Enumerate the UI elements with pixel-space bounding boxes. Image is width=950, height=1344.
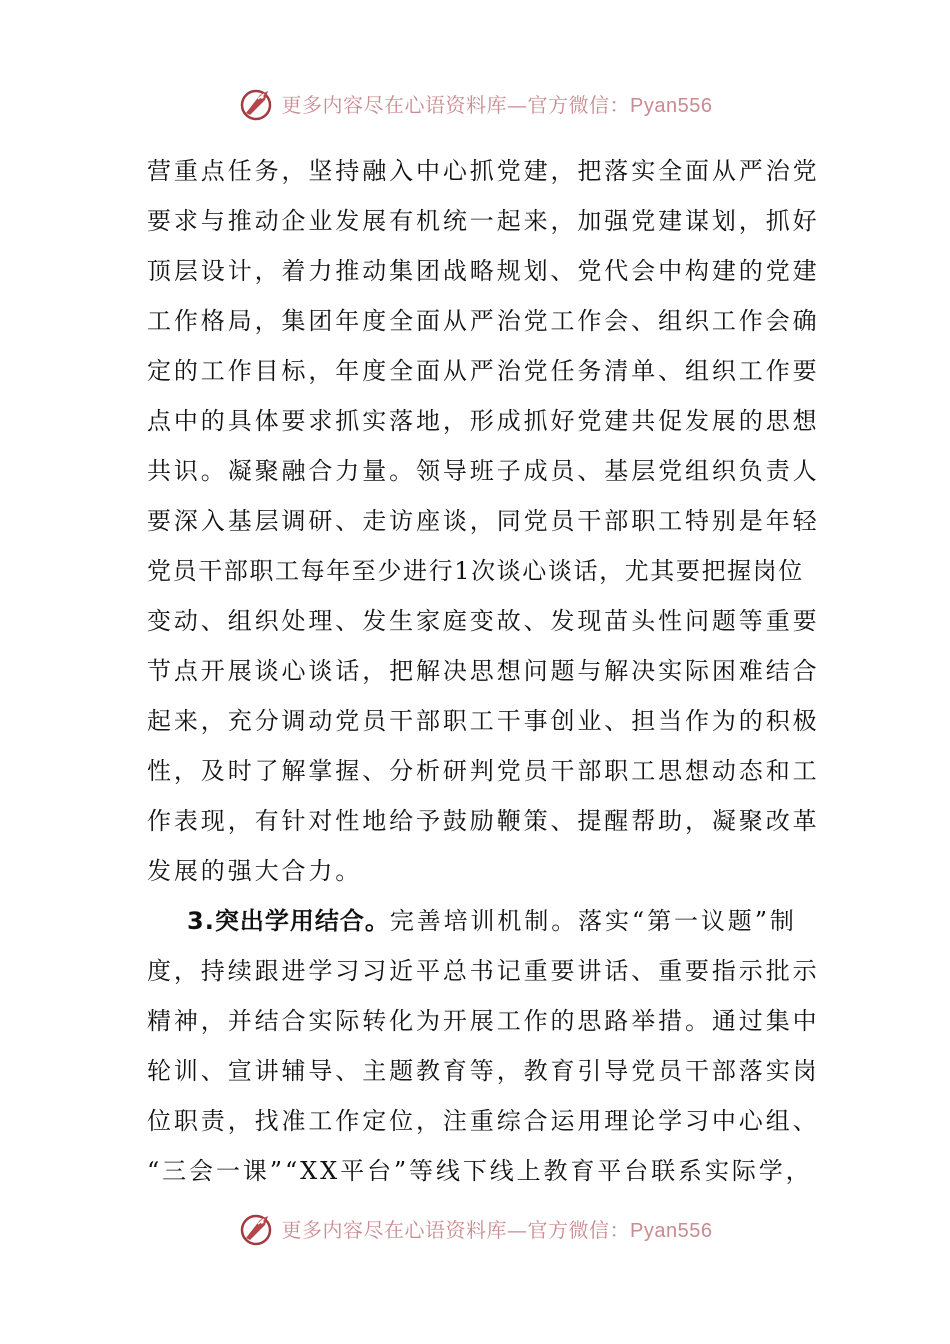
- text-line: 点中的具体要求抓实落地，形成抓好党建共促发展的思想: [147, 407, 820, 435]
- text-line: 发展的强大合力。: [147, 857, 363, 885]
- watermark-label: 更多内容尽在心语资料库—官方微信：: [281, 92, 631, 117]
- pen-nib-logo-icon: [238, 83, 278, 123]
- text-line: 起来，充分调动党员干部职工干事创业、担当作为的积极: [147, 707, 820, 735]
- watermark-label: 更多内容尽在心语资料库—官方微信：: [281, 1217, 631, 1242]
- text-line: 工作格局，集团年度全面从严治党工作会、组织工作会确: [147, 307, 820, 335]
- paragraph-1: [147, 146, 837, 896]
- paragraph-2: [147, 896, 837, 1196]
- text-line-with-heading: [147, 896, 837, 946]
- text-line: 要深入基层调研、走访座谈，同党员干部职工特别是年轻: [147, 507, 820, 535]
- section-heading: 3.突出学用结合。: [187, 907, 390, 935]
- pen-nib-logo-icon: [238, 1208, 278, 1248]
- header-watermark-banner: [0, 83, 950, 123]
- text-line: “三会一课”“XX平台”等线下线上教育平台联系实际学，: [147, 1157, 813, 1185]
- text-line: 位职责，找准工作定位，注重综合运用理论学习中心组、: [147, 1107, 820, 1135]
- text-line-rest: 完善培训机制。落实“第一议题”制: [389, 907, 797, 935]
- text-line: 营重点任务，坚持融入中心抓党建，把落实全面从严治党: [147, 157, 820, 185]
- text-line: 节点开展谈心谈话，把解决思想问题与解决实际困难结合: [147, 657, 820, 685]
- text-line: 性，及时了解掌握、分析研判党员干部职工思想动态和工: [147, 757, 820, 785]
- wechat-id: Pyan556: [630, 1219, 713, 1242]
- text-line: 精神，并结合实际转化为开展工作的思路举措。通过集中: [147, 1007, 820, 1035]
- text-line: 轮训、宣讲辅导、主题教育等，教育引导党员干部落实岗: [147, 1057, 820, 1085]
- text-line: 顶层设计，着力推动集团战略规划、党代会中构建的党建: [147, 257, 820, 285]
- text-line: 共识。凝聚融合力量。领导班子成员、基层党组织负责人: [147, 457, 820, 485]
- text-line: 要求与推动企业发展有机统一起来，加强党建谋划，抓好: [147, 207, 820, 235]
- text-line: 定的工作目标，年度全面从严治党任务清单、组织工作要: [147, 357, 820, 385]
- wechat-id: Pyan556: [630, 94, 713, 117]
- text-line: 党员干部职工每年至少进行1次谈心谈话，尤其要把握岗位: [147, 557, 804, 585]
- watermark-text: [282, 89, 713, 118]
- text-line: 变动、组织处理、发生家庭变故、发现苗头性问题等重要: [147, 607, 820, 635]
- text-line: 作表现，有针对性地给予鼓励鞭策、提醒帮助，凝聚改革: [147, 807, 820, 835]
- footer-watermark-banner: [0, 1208, 950, 1248]
- text-line: 度，持续跟进学习习近平总书记重要讲话、重要指示批示: [147, 957, 820, 985]
- watermark-text: [282, 1214, 713, 1243]
- document-body: [147, 146, 837, 1196]
